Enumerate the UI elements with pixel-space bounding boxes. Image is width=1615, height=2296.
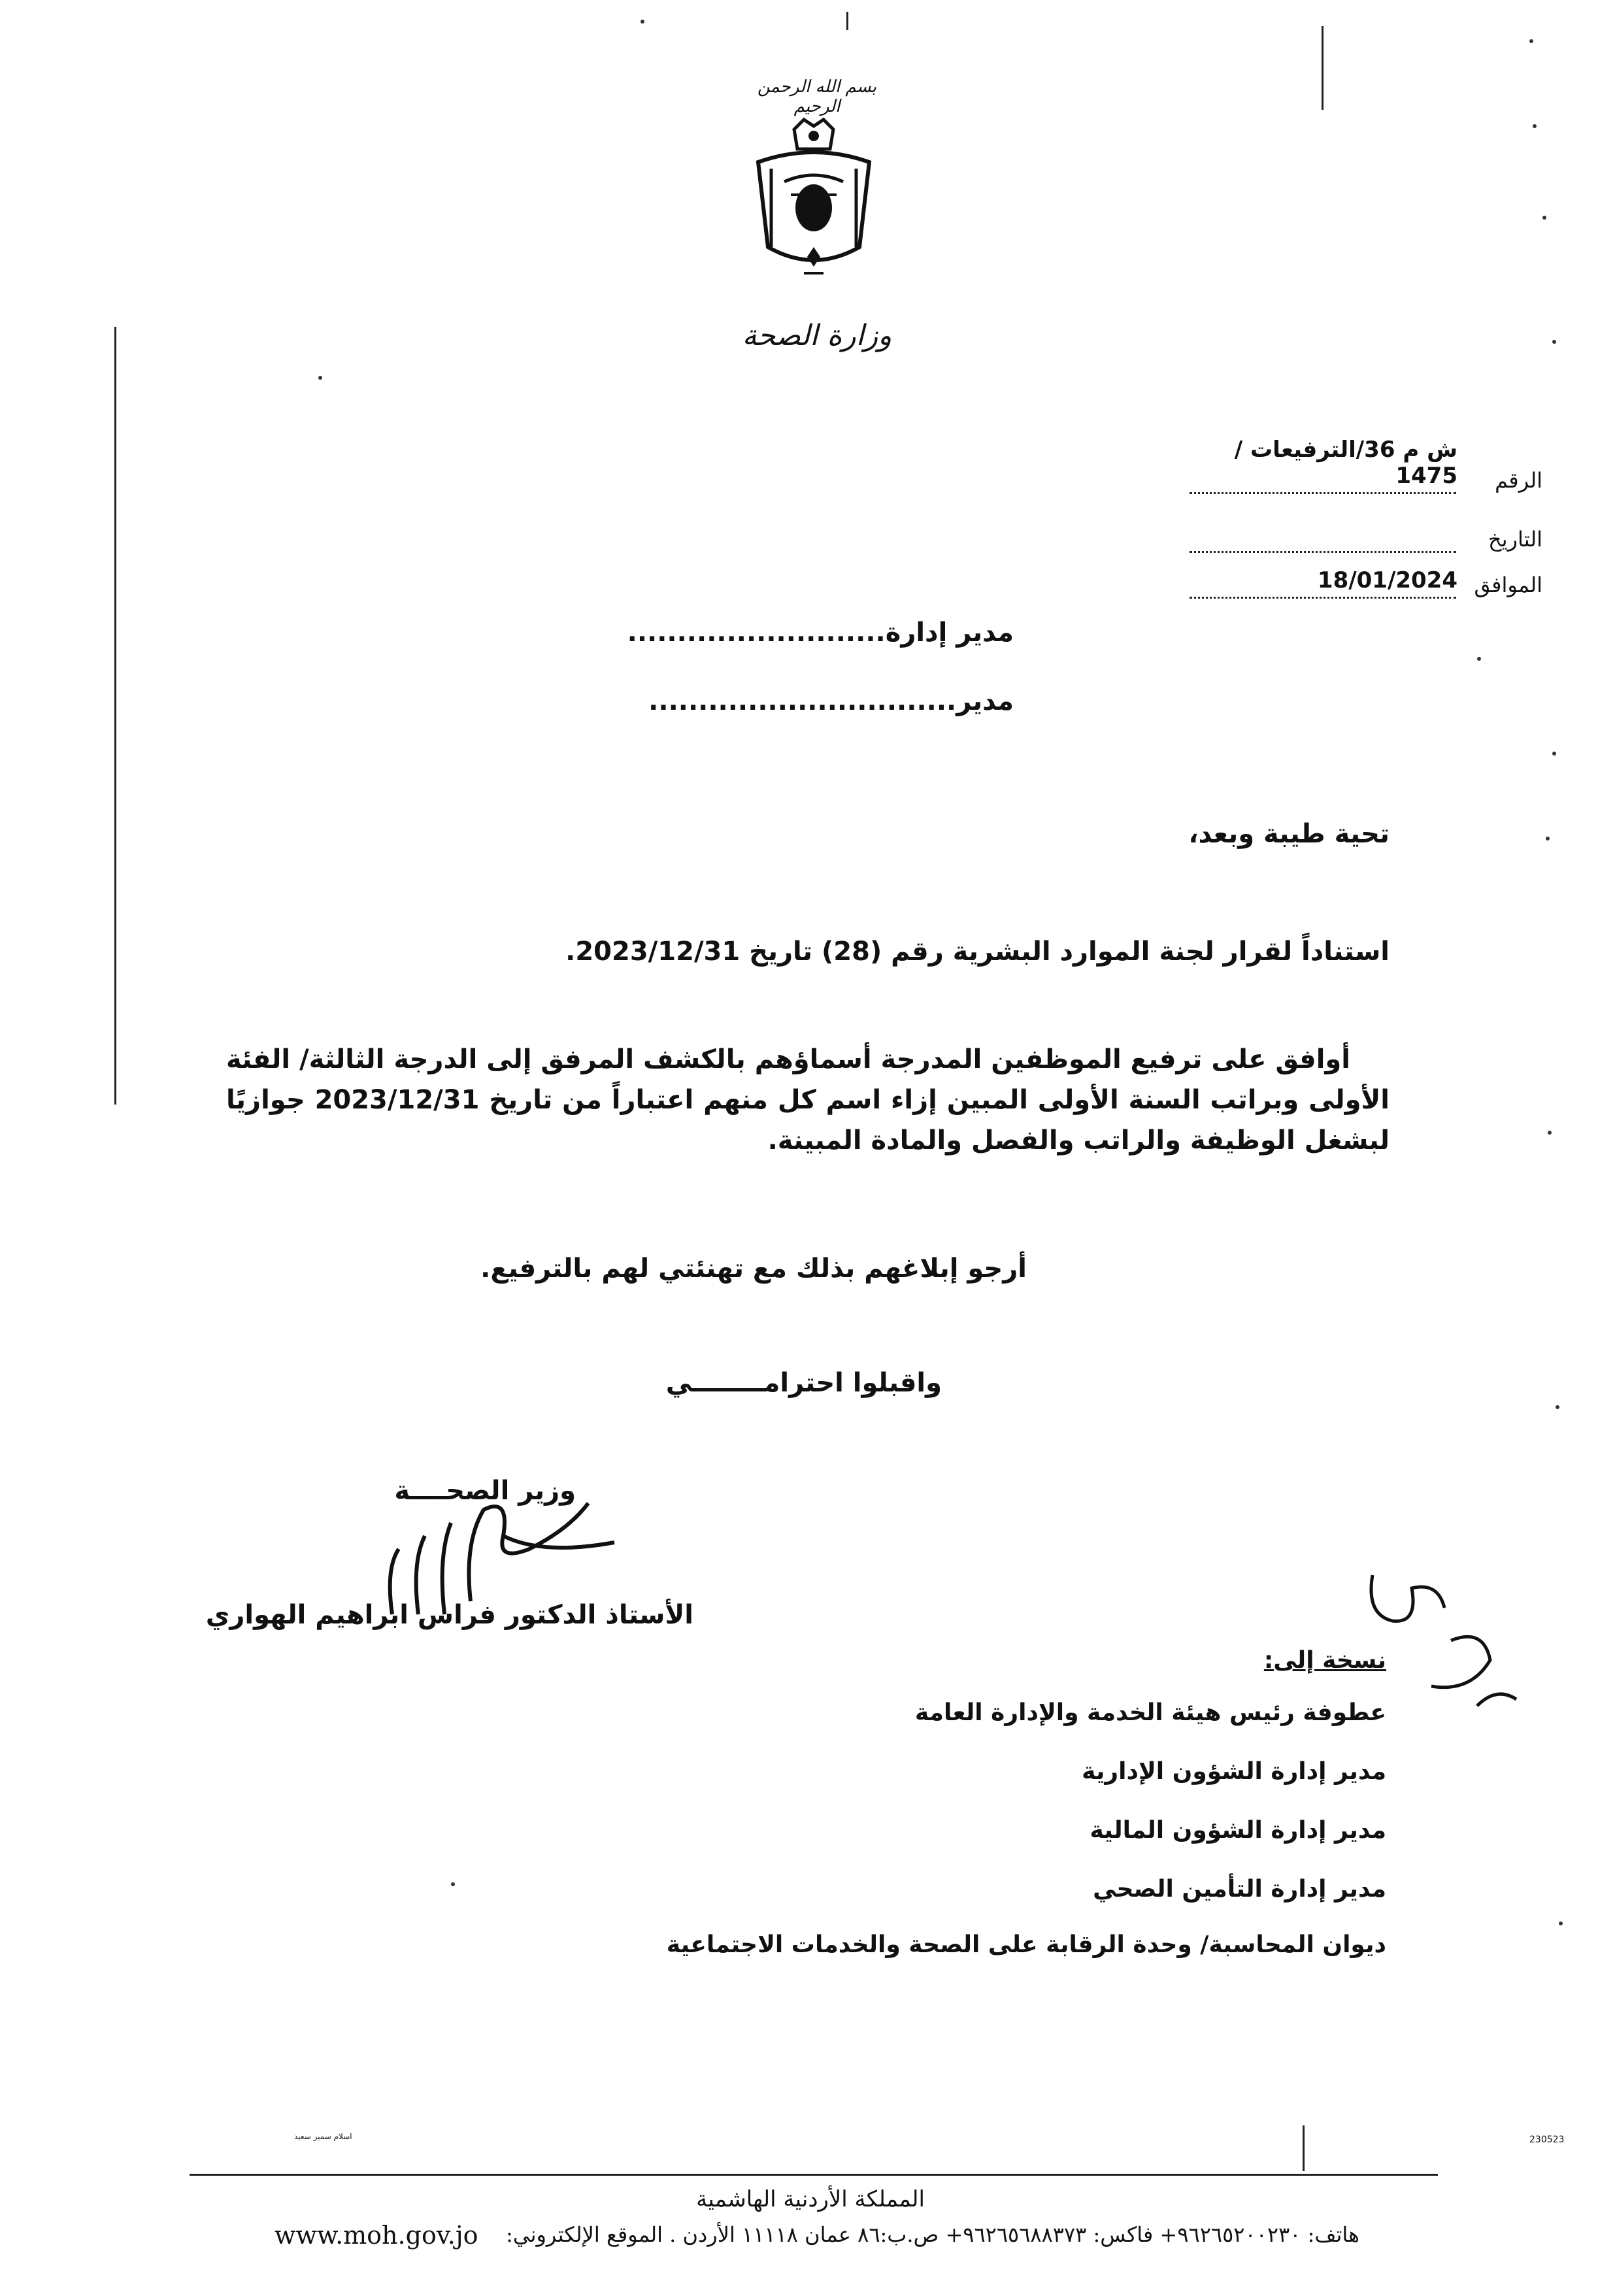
- reference-date-label: التاريخ: [1488, 527, 1542, 552]
- scan-speck: [1529, 39, 1533, 43]
- reference-number-label: الرقم: [1495, 468, 1542, 493]
- paragraph-promotion-approval: أوافق على ترفيع الموظفين المدرجة أسماؤهم بالكشف المرفق إلى الدرجة الثالثة/ الفئة الأولى وبراتب السنة الأولى المبين إزاء اسم كل منهم اعتباراً من تاريخ 2023/12/31 جوازيًا لبشغل الوظيفة والراتب والفصل والمادة المبينة.: [226, 1044, 1390, 1156]
- closing-regards: واقبلوا احترامــــــــي: [665, 1368, 942, 1398]
- copies-heading: نسخة إلى:: [1263, 1647, 1386, 1674]
- greeting: تحية طيبة وبعد،: [1188, 819, 1390, 849]
- reference-number-value: ش م 36/الترفيعات / 1475: [1234, 437, 1457, 489]
- footer-document-code: 230523: [1529, 2135, 1565, 2145]
- scan-speck: [1552, 340, 1556, 344]
- copy-recipient-1: عطوفة رئيس هيئة الخدمة والإدارة العامة: [914, 1699, 1386, 1726]
- addressee-line-2: مدير...............................: [648, 686, 1014, 716]
- reference-corresponding-dots: [1190, 597, 1456, 599]
- reference-corresponding-value: 18/01/2024: [1317, 567, 1457, 593]
- scan-speck: [1533, 124, 1537, 128]
- scan-speck: [1548, 1131, 1552, 1135]
- scan-speck: [641, 20, 644, 24]
- scan-speck: [1546, 837, 1550, 840]
- footer-typist-note: اسلام سمير سعيد: [294, 2132, 352, 2141]
- footer-website-link[interactable]: www.moh.gov.jo: [275, 2221, 478, 2250]
- scan-speck: [1552, 752, 1556, 756]
- scan-mark-top-center: [846, 12, 848, 30]
- reference-corresponding-row: [1190, 562, 1542, 601]
- copy-recipient-4: مدير إدارة التأمين الصحي: [1093, 1876, 1386, 1903]
- signatory-name: الأستاذ الدكتور فراس ابراهيم الهواري: [205, 1600, 693, 1630]
- scan-speck: [1477, 657, 1481, 661]
- scan-edge-line-left: [114, 327, 116, 1105]
- footer-country-name: المملكة الأردنية الهاشمية: [696, 2186, 925, 2212]
- reference-number-dots: [1190, 492, 1456, 494]
- scan-edge-line-top-right: [1322, 26, 1324, 110]
- footer-contact-info: هاتف: ٩٦٢٦٥٢٠٠٢٣٠+ فاكس: ٩٦٢٦٥٦٨٨٣٧٣+ ص.ب:٨٦ عمان ١١١١٨ الأردن . الموقع الإلكتروني:: [506, 2222, 1359, 2247]
- reference-corresponding-label: الموافق: [1474, 573, 1542, 597]
- scan-speck: [1542, 216, 1546, 220]
- scan-speck: [451, 1882, 455, 1886]
- copy-recipient-3: مدير إدارة الشؤون المالية: [1090, 1817, 1386, 1844]
- scan-speck: [318, 376, 322, 380]
- coat-of-arms-emblem: [745, 116, 882, 293]
- paragraph-decision-reference: استناداً لقرار لجنة الموارد البشرية رقم (28) تاريخ 2023/12/31.: [565, 937, 1390, 967]
- ministry-header: وزارة الصحة: [742, 319, 892, 352]
- paragraph-notification-request: أرجو إبلاغهم بذلك مع تهنئتي لهم بالترفيع.: [480, 1254, 1027, 1284]
- copy-recipient-2: مدير إدارة الشؤون الإدارية: [1082, 1758, 1386, 1785]
- basmala: بسم الله الرحمن الرحيم: [757, 77, 877, 116]
- copy-recipient-5: ديوان المحاسبة/ وحدة الرقابة على الصحة والخدمات الاجتماعية: [666, 1931, 1386, 1958]
- scan-speck: [1556, 1405, 1559, 1409]
- scan-speck: [1559, 1922, 1563, 1925]
- reference-number-row: [1190, 437, 1542, 497]
- addressee-line-1: مدير إدارة..........................: [627, 618, 1014, 648]
- signature-title: وزير الصحــــة: [394, 1476, 576, 1506]
- footer-divider: [190, 2174, 1438, 2176]
- reference-date-dots: [1190, 551, 1456, 553]
- scan-edge-line-bottom-right: [1303, 2125, 1305, 2171]
- reference-date-row: [1190, 516, 1542, 556]
